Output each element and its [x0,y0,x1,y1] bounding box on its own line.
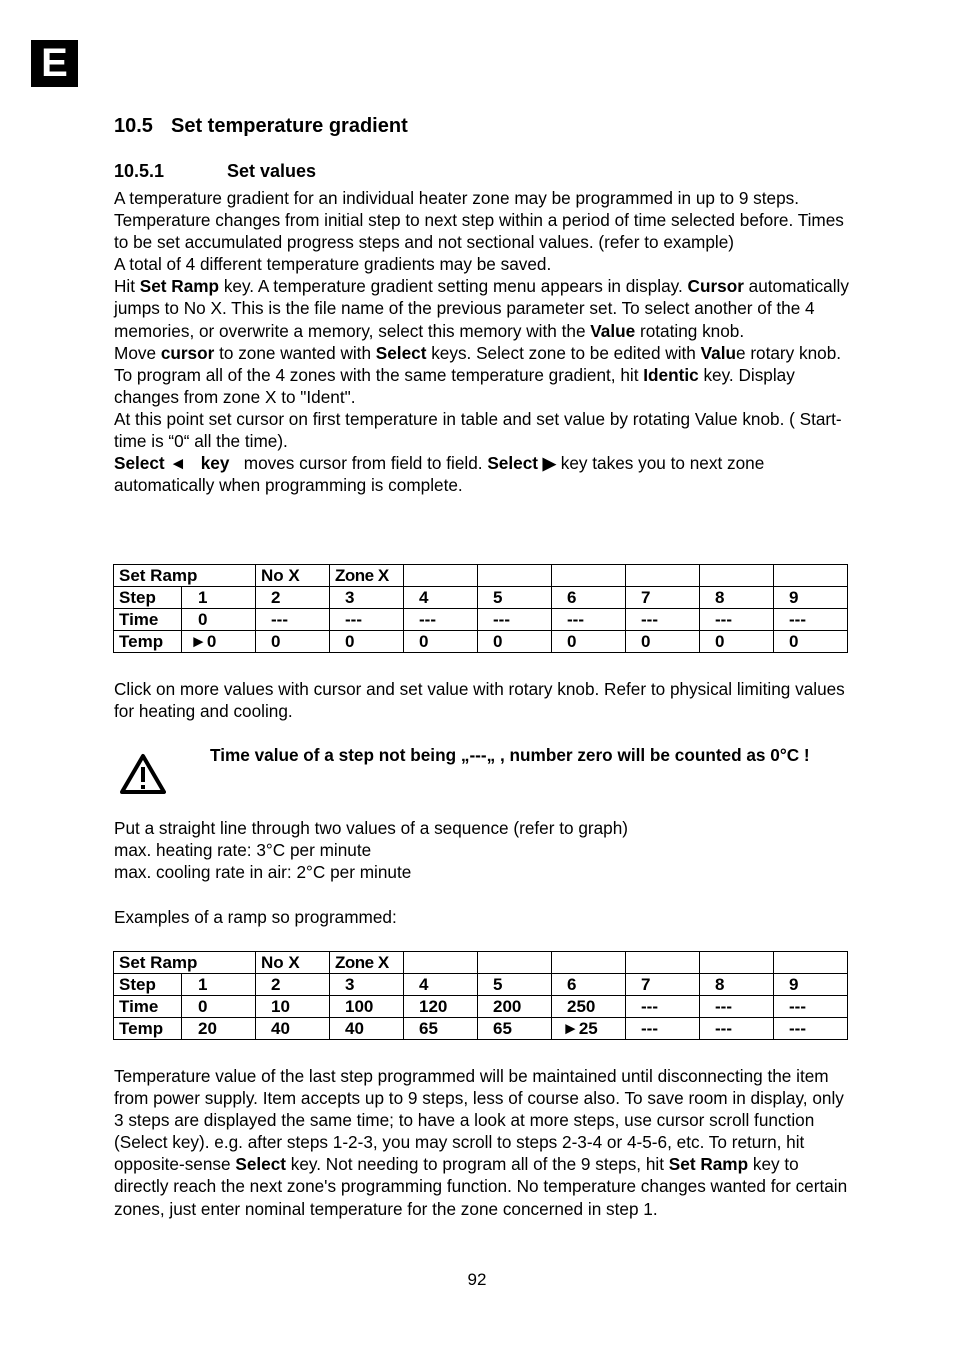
section-number: 10.5 [114,115,153,137]
examples-label: Examples of a ramp so programmed: [114,907,397,927]
table-cell [478,952,552,974]
table-row [114,631,848,653]
intro-line-2: A total of 4 different temperature gradients may be saved. [114,254,552,275]
table-cell: 8 [700,587,774,609]
table-cell: --- [626,609,700,631]
table-cell: Set Ramp [114,565,256,587]
table-cell: 5 [478,974,552,996]
table-cell [478,565,552,587]
table-cell: ►25 [552,1018,626,1040]
intro-line-1: A temperature gradient for an individual heater zone may be programmed in up to 9 steps. Temperature changes from initial step to next step within a period of time selected before. Times to be set accumulated progress steps and not sectional values. (refer to example) [114,188,844,253]
table-cell: 6 [552,587,626,609]
table-cell: 6 [552,974,626,996]
subsection-number: 10.5.1 [114,161,165,181]
table-cell: 0 [774,631,848,653]
warning-text: Time value of a step not being „---„ , number zero will be counted as 0°C ! [210,745,810,765]
table-cell: 9 [774,587,848,609]
table-cell: 0 [256,631,330,653]
table-cell: --- [552,609,626,631]
table-cell: 0 [626,631,700,653]
table-cell: --- [626,1018,700,1040]
table-row [114,952,848,974]
table-cell: 0 [330,631,404,653]
table-row [114,609,848,631]
table-cell: 1 [182,974,256,996]
language-badge: E [31,40,78,87]
table-cell [700,952,774,974]
table-cell: 65 [478,1018,552,1040]
table-cell: --- [700,1018,774,1040]
table-cell: 4 [404,974,478,996]
table-cell: Set Ramp [114,952,256,974]
table-cell: 2 [256,974,330,996]
table-cell: 65 [404,1018,478,1040]
table-cell: No X [256,952,330,974]
table-cell: --- [404,609,478,631]
intro-line-4: Move cursor to zone wanted with Select keys. Select zone to be edited with Value rotary knob. To program all of the 4 zones with the same temperature gradient, hit Identic key. Display changes from zone X to "Ident". [114,342,842,407]
table-cell: 9 [774,974,848,996]
page-number: 92 [467,1270,487,1289]
table-cell: --- [626,996,700,1018]
table-cell: Temp [114,1018,182,1040]
table-cell [404,565,478,587]
table-cell: Zone X [330,565,404,587]
warning-triangle-icon [120,753,166,795]
section-title: Set temperature gradient [171,115,408,137]
table-row [114,565,848,587]
table-cell: 200 [478,996,552,1018]
table-cell: 0 [700,631,774,653]
table-cell: --- [256,609,330,631]
table-cell: 10 [256,996,330,1018]
table-cell: 7 [626,587,700,609]
intro-line-5: At this point set cursor on first temperature in table and set value by rotating Value knob. ( Start-time is “0“ all the time). [114,408,842,452]
table-cell: 20 [182,1018,256,1040]
after-table-paragraph: Click on more values with cursor and set value with rotary knob. Refer to physical limiting values for heating and cooling. [114,679,845,722]
table-cell [552,565,626,587]
cooling-rate-line: max. cooling rate in air: 2°C per minute [114,862,412,883]
table-cell: Step [114,974,182,996]
table-cell: 40 [256,1018,330,1040]
table-cell: 40 [330,1018,404,1040]
table-cell: ►0 [182,631,256,653]
table-row [114,974,848,996]
table-cell: 120 [404,996,478,1018]
rates-paragraph [114,817,854,883]
table-cell: 3 [330,587,404,609]
ramp-table-example [113,951,848,1040]
table-cell: 7 [626,974,700,996]
table-cell: --- [478,609,552,631]
table-cell [700,565,774,587]
table-cell: 0 [182,996,256,1018]
table-cell: --- [330,609,404,631]
table-cell: 3 [330,974,404,996]
table-cell: 0 [478,631,552,653]
table-cell: --- [774,609,848,631]
intro-line-6: Select ◄ key moves cursor from field to field. Select ▶ key takes you to next zone automatically when programming is complete. [114,453,765,496]
section-heading [114,114,408,138]
table-cell [626,565,700,587]
heating-rate-line: max. heating rate: 3°C per minute [114,840,372,861]
table-cell: 250 [552,996,626,1018]
table-cell: Time [114,609,182,631]
subsection-title: Set values [227,161,317,181]
table-cell: --- [700,996,774,1018]
intro-paragraph [114,187,854,496]
table-cell: Zone X [330,952,404,974]
table-cell [774,952,848,974]
table-cell: 8 [700,974,774,996]
table-cell: 0 [182,609,256,631]
ramp-table-settings [113,564,848,653]
table-cell: Step [114,587,182,609]
table-cell: --- [774,996,848,1018]
table-cell [626,952,700,974]
closing-paragraph: Temperature value of the last step programmed will be maintained until disconnecting the item from power supply. Item accepts up to 9 steps, less of course also. To save room in display, only 3 steps are displayed the same time; to have a look at more steps, use cursor scroll function (Select key). e.g. after steps 1-2-3, you may scroll to steps 2-3-4 or 4-5-6, etc. To return, hit opposite-sense Select key. Not needing to program all of the 9 steps, hit Set Ramp key to directly reach the next zone's programming function. No temperature changes wanted for certain zones, just enter nominal temperature for the zone concerned in step 1. [114,1066,848,1219]
table-cell: 4 [404,587,478,609]
table-cell: No X [256,565,330,587]
table-cell: --- [774,1018,848,1040]
table-cell: Time [114,996,182,1018]
table-row [114,1018,848,1040]
intro-line-3: Hit Set Ramp key. A temperature gradient setting menu appears in display. Cursor automatically jumps to No X. This is the file name of the previous parameter set. To select another of the 4 memories, or overwrite a memory, select this memory with the Value rotating knob. [114,276,849,341]
table-cell: 0 [552,631,626,653]
table-cell: 0 [404,631,478,653]
table-cell: Temp [114,631,182,653]
table-cell: 5 [478,587,552,609]
table-cell: 100 [330,996,404,1018]
table-row [114,587,848,609]
table-cell [552,952,626,974]
table-cell: 2 [256,587,330,609]
table-cell: 1 [182,587,256,609]
table-cell [774,565,848,587]
table-cell [404,952,478,974]
table-cell: --- [700,609,774,631]
table-row [114,996,848,1018]
subsection-heading [114,160,316,182]
rates-line-1: Put a straight line through two values of a sequence (refer to graph) [114,818,629,838]
